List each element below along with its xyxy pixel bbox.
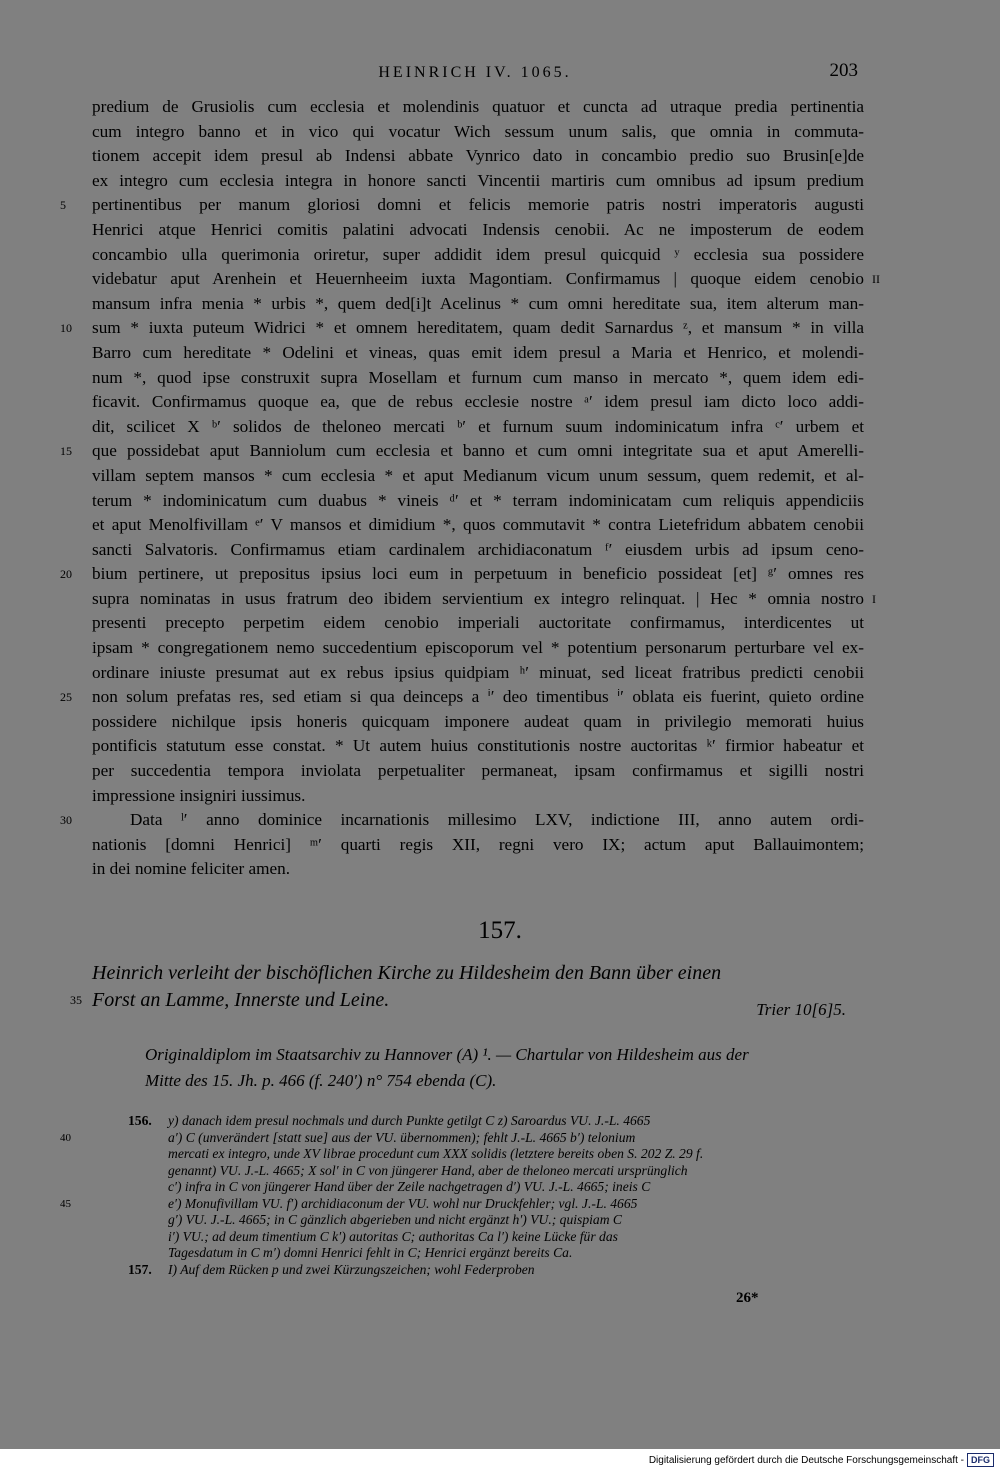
text-line-content: impressione insigniri iussimus.: [92, 785, 306, 805]
margin-mark: I: [872, 591, 876, 606]
footnote-text: mercati ex integro, unde XV librae procedunt cum XXX solidis (letztere bereits oben S. 202 Z. 29 f.: [168, 1146, 704, 1161]
text-line: [92, 513, 864, 538]
footer: [649, 1452, 994, 1468]
footnote-line: [60, 1129, 864, 1147]
text-line-content: concambio ulla querimonia oriretur, super addidit idem presul quicquid ʸ ecclesia sua possidere: [92, 244, 864, 264]
text-line-content: in dei nomine feliciter amen.: [92, 859, 291, 879]
text-line-content: Barro cum hereditate * Odelini et vineas, quas emit idem presul a Maria et Henrico, et molendi-: [92, 342, 864, 362]
text-line: [92, 710, 864, 735]
text-line: [92, 489, 864, 514]
line-number: 20: [60, 567, 72, 582]
text-line-content: cum integro banno et in vico qui vocatur Wich sessum unum salis, que omnia in commuta-: [92, 121, 864, 141]
text-line: [92, 587, 876, 612]
footnote-text: a′) C (unverändert [statt sue] aus der VU. übernommen); fehlt J.-L. 4665 b′) telonium: [168, 1129, 636, 1145]
text-line-content: videbatur aput Arenhein et Heuernheeim iuxta Magontiam. Confirmamus | quoque eidem cenobio: [92, 269, 864, 289]
text-line: [92, 218, 864, 243]
line-number: 40: [60, 1131, 71, 1144]
footnote-line: [92, 1245, 864, 1262]
text-line: [92, 538, 864, 563]
page-number: 203: [829, 60, 858, 81]
footnote-text: genannt) VU. J.-L. 4665; X sol′ in C von jüngerer Hand, aber de theloneo mercati ursprünglich: [168, 1162, 688, 1178]
charter-text: [60, 95, 880, 882]
text-line: [92, 390, 864, 415]
line-number: 30: [60, 813, 72, 828]
text-line: [92, 759, 864, 784]
text-line: [92, 120, 864, 145]
text-line: [92, 169, 864, 194]
footnotes: [60, 1113, 864, 1278]
footer-text: Digitalisierung gefördert durch die Deutsche Forschungsgemeinschaft -: [648, 1454, 964, 1466]
text-line-content: villam septem mansos * cum ecclesia * et aput Medianum vicum unum sessum, quem redemit, et al-: [92, 465, 864, 485]
text-line: [60, 562, 864, 587]
source-description: [145, 1042, 863, 1094]
footnote-line: [92, 1262, 864, 1279]
text-line-content: ex integro cum ecclesia integra in honore sancti Vincentii martiris cum omnibus ad ipsum predium: [92, 170, 864, 190]
footnote-text: y) danach idem presul nochmals und durch Punkte getilgt C z) Saroardus VU. J.-L. 4665: [168, 1113, 651, 1128]
text-line-content: nationis [domni Henrici] ᵐ′ quarti regis XII, regni vero IX; actum aput Ballauimontem;: [92, 834, 864, 854]
footnote-line: [92, 1146, 864, 1163]
footnote-text: g′) VU. J.-L. 4665; in C gänzlich abgerieben und nicht ergänzt h′) VU.; quispiam C: [168, 1212, 622, 1227]
text-line-content: bium pertinere, ut prepositus ipsius loci eum in perpetuum in beneficio possideat [et] ᵍ′ omnes res: [92, 564, 864, 584]
text-line-content: per succedentia tempora inviolata perpetualiter permaneat, ipsam confirmamus et sigilli nostri: [92, 761, 864, 781]
document-number: 157.: [478, 917, 522, 944]
text-line: [60, 808, 864, 833]
source-line: Mitte des 15. Jh. p. 466 (f. 240′) n° 754 ebenda (C).: [145, 1071, 497, 1090]
signature-mark: 26*: [736, 1290, 759, 1306]
running-title: HEINRICH IV. 1065.: [378, 64, 572, 81]
text-line-content: sum * iuxta puteum Widrici * et omnem hereditatem, quam dedit Sarnardus ᶻ, et mansum * in villa: [92, 318, 864, 338]
source-line: Originaldiplom im Staatsarchiv zu Hannover (A) ¹. — Chartular von Hildesheim aus der: [145, 1045, 749, 1064]
text-line-content: presenti precepto perpetim eidem cenobio imperiali auctoritate confirmamus, interdicentes ut: [92, 613, 864, 633]
line-number: 45: [60, 1197, 71, 1210]
line-number: 35: [70, 993, 82, 1007]
text-line: [92, 734, 864, 759]
text-line-content: pontificis statutum esse constat. * Ut autem huius constitutionis nostre auctoritas ᵏ′ firmior habeatur et: [92, 736, 864, 756]
text-line-content: possidere nichilque ipsis honeris quicquam imponere audeat quam in privilegio memorati huius: [92, 711, 864, 731]
footnote-text: c′) infra in C von jüngerer Hand über der Zeile nachgetragen d′) VU. J.-L. 4665; ineis C: [168, 1179, 651, 1194]
text-line-content: predium de Grusiolis cum ecclesia et molendinis quatuor et cuncta ad utraque predia pertinentia: [92, 97, 864, 116]
regest-line: [70, 987, 864, 1014]
text-line-content: num *, quod ipse construxit supra Mosellam et furnum cum manso in mercato *, quem idem edi-: [92, 367, 864, 387]
text-line-content: mansum infra menia * urbis *, quem ded[i]t Acelinus * cum omni hereditate sua, item alterum man-: [92, 293, 864, 313]
text-line: [92, 784, 864, 809]
footnote-line: [92, 1113, 864, 1130]
text-line-content: Henrici atque Henrici comitis palatini advocati Indensis cenobii. Ac ne imposterum de eodem: [92, 219, 864, 239]
text-line: [92, 366, 864, 391]
footnote-line: [60, 1195, 864, 1213]
footnote-text: e′) Monufivillam VU. f′) archidiaconum der VU. wohl nur Druckfehler; vgl. J.-L. 4665: [168, 1195, 638, 1211]
line-number: 10: [60, 321, 72, 336]
text-line-content: dit, scilicet X ᵇ′ solidos de theloneo mercati ᵇ′ et furnum suum indominicatum infra ᶜ′ urbem et: [92, 416, 864, 436]
footnote-line: [92, 1212, 864, 1229]
text-line: [92, 636, 864, 661]
footnote-line: [92, 1179, 864, 1196]
line-number: 25: [60, 690, 72, 705]
text-line: [92, 857, 864, 882]
regest-line-text: Forst an Lamme, Innerste und Leine.: [92, 989, 390, 1011]
footnote-line: [92, 1163, 864, 1180]
footnote-line: [92, 1229, 864, 1246]
text-line-content: que possidebat aput Banniolum cum ecclesia et banno et cum omni integritate sua et aput Amerelli-: [92, 441, 864, 461]
text-line-content: Data ˡ′ anno dominice incarnationis millesimo LXV, indictione III, anno autem ordi-: [130, 810, 864, 830]
text-line: [92, 144, 864, 169]
text-line-content: terum * indominicatum cum duabus * vineis ᵈ′ et * terram indominicatam cum reliquis appendiciis: [92, 490, 864, 510]
footnote-text: i′) VU.; ad deum timentium C k′) autoritas C; authoritas Ca l′) keine Lücke für das: [168, 1228, 618, 1244]
text-line-content: non solum prefatas res, sed etiam si qua deinceps a ⁱ′ deo timentibus ⁱ′ oblata eis fuerint, quieto ordine: [92, 687, 864, 707]
line-number: 15: [60, 444, 72, 459]
dfg-logo: DFG: [967, 1453, 994, 1467]
text-line-content: pertinentibus per manum gloriosi domni et felicis memorie patris nostri imperatoris augusti: [92, 195, 864, 215]
text-line: [92, 415, 864, 440]
running-header: [92, 60, 858, 86]
text-line-content: ficavit. Confirmamus quoque ea, que de rebus ecclesie nostre ᵃ′ idem presul iam dicto loco addi-: [92, 392, 864, 412]
text-line-content: et aput Menolfivillam ᵉ′ V mansos et dimidium *, quos commutavit * contra Lietefridum abbatem cenobii: [92, 515, 864, 535]
text-line: [92, 661, 864, 686]
text-line: [92, 611, 864, 636]
line-number: 5: [60, 198, 66, 213]
place-date: Trier 10[6]5.: [756, 1000, 846, 1019]
text-line: [60, 685, 864, 710]
text-line: [92, 267, 880, 292]
regest-line: Heinrich verleiht der bischöflichen Kirche zu Hildesheim den Bann über einen: [92, 962, 722, 984]
text-line: [60, 193, 864, 218]
footnote-label: 157.: [128, 1261, 152, 1277]
text-line: [92, 95, 864, 120]
text-line: [92, 341, 864, 366]
text-line: [92, 243, 864, 268]
margin-mark: II: [872, 272, 880, 287]
footnote-text: I) Auf dem Rücken p und zwei Kürzungszeichen; wohl Federproben: [168, 1261, 535, 1277]
footnote-text: Tagesdatum in C m′) domni Henrici fehlt in C; Henrici ergänzt bereits Ca.: [168, 1245, 573, 1260]
text-line-content: tionem accepit idem presul ab Indensi abbate Vynrico dato in concambio predio suo Brusin[e]de: [92, 146, 864, 166]
text-line-content: sancti Salvatoris. Confirmamus etiam cardinalem archidiaconatum ᶠ′ eiusdem urbis ad ipsum ceno-: [92, 539, 864, 559]
text-line: [60, 439, 864, 464]
text-line: [92, 833, 864, 858]
text-line: [92, 292, 864, 317]
regest: [70, 960, 864, 1019]
text-line: [60, 316, 864, 341]
text-line: [92, 464, 864, 489]
text-line-content: ipsam * congregationem nemo succedentium episcoporum vel * potentium personarum perturbare vel ex-: [92, 638, 864, 658]
text-line-content: ordinare iniuste presumat aut ex rebus ipsius quidpiam ʰ′ minuat, sed liceat fratribus predicti cenobii: [92, 662, 864, 682]
text-line-content: supra nominatas in usus fratrum deo ibidem servientium ex integro relinquat. | Hec * omnia nostro: [92, 588, 864, 608]
footnote-label: 156.: [128, 1113, 152, 1128]
